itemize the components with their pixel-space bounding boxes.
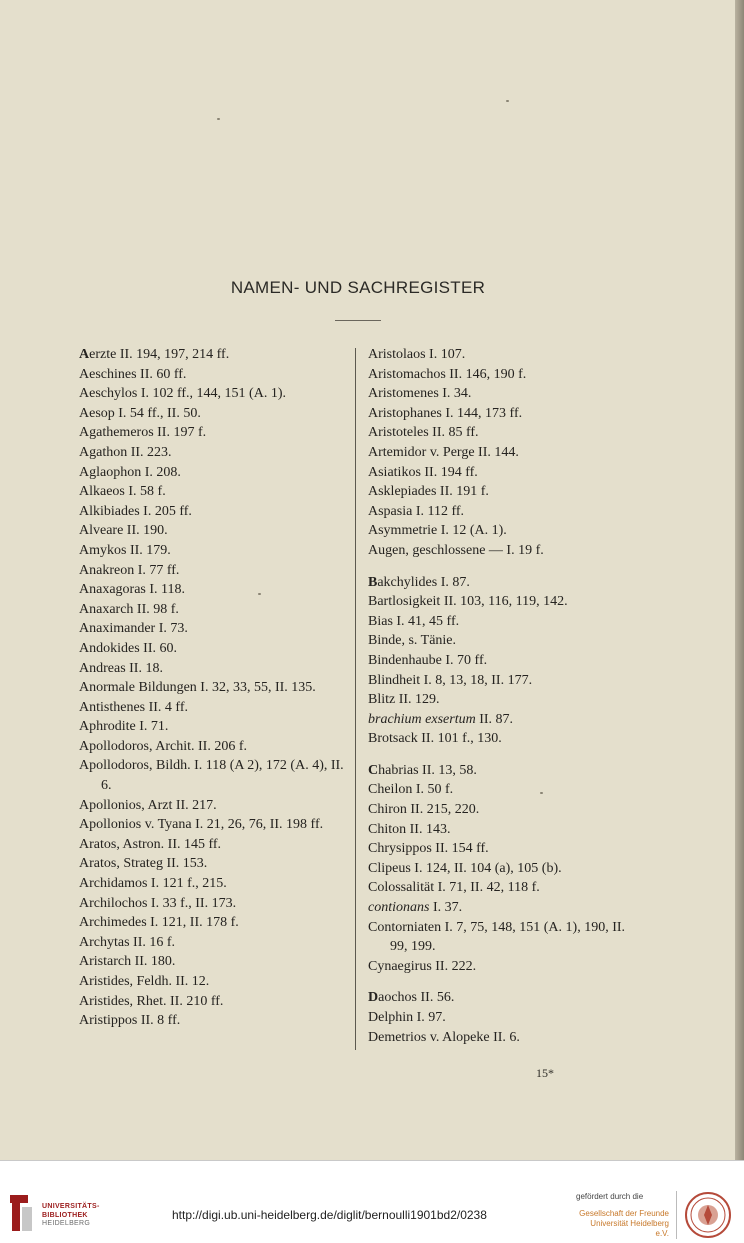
entry-text: Aristomenes I. 34.	[368, 386, 472, 402]
entry-text: Aristides, Feldh. II. 12.	[79, 974, 210, 989]
title-rule	[335, 320, 381, 321]
index-entry	[79, 639, 347, 659]
library-name-line3: HEIDELBERG	[42, 1220, 91, 1227]
entry-text: Anaxagoras I. 118.	[79, 582, 186, 598]
entry-text: Cynaegirus II. 222.	[368, 958, 477, 974]
entry-text: Alkibiades I. 205 ff.	[79, 503, 192, 519]
index-entry	[79, 913, 347, 933]
sponsor-name	[576, 1209, 669, 1239]
entry-text: Aristippos II. 8 ff.	[79, 1013, 181, 1029]
entry-text: Contorniaten I. 7, 75, 148, 151 (A. 1), 190, II. 99, 199.	[368, 919, 626, 955]
index-entry	[368, 710, 636, 730]
entry-text: Anaxarch II. 98 f.	[79, 601, 179, 617]
entry-text: Aristides, Rhet. II. 210 ff.	[79, 993, 224, 1009]
index-entry	[368, 651, 636, 671]
sponsor-label: gefördert durch die	[576, 1192, 644, 1201]
index-entry	[368, 839, 636, 859]
index-entry	[79, 952, 347, 972]
index-entry	[79, 443, 347, 463]
entry-text: Brotsack II. 101 f., 130.	[368, 731, 502, 747]
index-entry	[79, 619, 347, 639]
index-entry	[368, 384, 636, 404]
entry-text: Asklepiades II. 191 f.	[368, 484, 489, 500]
index-column-left	[79, 345, 347, 1031]
index-entry	[79, 659, 347, 679]
entry-text: Aspasia I. 112 ff.	[368, 503, 465, 519]
index-entry	[368, 957, 636, 977]
entry-text: Aristoteles II. 85 ff.	[368, 425, 479, 441]
index-entry	[79, 561, 347, 581]
entry-text: Chiton II. 143.	[368, 821, 451, 837]
index-entry	[79, 835, 347, 855]
letter-initial: D	[368, 990, 379, 1006]
index-entry	[368, 820, 636, 840]
index-entry	[368, 502, 636, 522]
entry-text: I. 37.	[429, 900, 463, 916]
entry-italic-term: contionans	[368, 900, 430, 916]
entry-text: II. 87.	[475, 711, 514, 727]
entry-text: Anormale Bildungen I. 32, 33, 55, II. 135.	[79, 680, 316, 696]
entry-text: Aglaophon I. 208.	[79, 464, 181, 480]
index-entry	[79, 502, 347, 522]
index-entry	[368, 592, 636, 612]
page-edge	[735, 0, 744, 1160]
index-entry	[368, 690, 636, 710]
entry-text: Andreas II. 18.	[79, 660, 163, 676]
index-entry	[368, 800, 636, 820]
entry-text: Aeschines II. 60 ff.	[79, 366, 187, 382]
index-entry	[79, 384, 347, 404]
entry-text: Bartlosigkeit II. 103, 116, 119, 142.	[368, 594, 568, 610]
sponsor-name-line1: Gesellschaft der Freunde	[579, 1209, 669, 1218]
entry-text: aochos II. 56.	[378, 990, 455, 1006]
university-library-logo-icon	[6, 1193, 34, 1233]
index-entry	[79, 404, 347, 424]
entry-text: Apollodoros, Bildh. I. 118 (A 2), 172 (A. 4), II. 6.	[79, 758, 344, 794]
speck	[217, 118, 220, 120]
index-entry	[368, 345, 636, 365]
entry-text: Anaximander I. 73.	[79, 621, 188, 637]
index-entry	[368, 859, 636, 879]
entry-text: Archytas II. 16 f.	[79, 934, 176, 950]
entry-text: Blitz II. 129.	[368, 692, 440, 708]
entry-text: Aeschylos I. 102 ff., 144, 151 (A. 1).	[79, 386, 286, 402]
index-entry	[368, 671, 636, 691]
index-entry	[368, 729, 636, 749]
entry-text: Asymmetrie I. 12 (A. 1).	[368, 523, 507, 539]
index-entry	[79, 854, 347, 874]
index-entry	[368, 541, 636, 561]
index-entry	[79, 521, 347, 541]
entry-text: Amykos II. 179.	[79, 542, 171, 558]
index-entry	[79, 756, 347, 795]
entry-text: Aratos, Astron. II. 145 ff.	[79, 836, 222, 852]
entry-text: Aristomachos II. 146, 190 f.	[368, 366, 527, 382]
index-entry	[368, 761, 636, 781]
index-entry	[368, 423, 636, 443]
index-entry	[368, 780, 636, 800]
entry-text: Apollonios v. Tyana I. 21, 26, 76, II. 198 ff.	[79, 817, 324, 833]
index-entry	[368, 482, 636, 502]
index-entry	[79, 482, 347, 502]
index-entry	[368, 365, 636, 385]
library-name-line2: BIBLIOTHEK	[42, 1211, 88, 1219]
index-entry	[368, 1008, 636, 1028]
footer-divider	[676, 1191, 677, 1239]
index-entry	[79, 678, 347, 698]
index-entry	[79, 580, 347, 600]
speck	[506, 100, 509, 102]
entry-text: Augen, geschlossene — I. 19 f.	[368, 542, 544, 558]
entry-text: Agathon II. 223.	[79, 444, 172, 460]
index-entry	[79, 815, 347, 835]
entry-text: Archimedes I. 121, II. 178 f.	[79, 915, 239, 931]
entry-text: Delphin I. 97.	[368, 1010, 446, 1025]
index-entry	[79, 600, 347, 620]
index-entry	[368, 612, 636, 632]
index-entry	[368, 521, 636, 541]
index-entry	[368, 443, 636, 463]
entry-text: Aristophanes I. 144, 173 ff.	[368, 405, 523, 421]
entry-text: Blindheit I. 8, 13, 18, II. 177.	[368, 672, 533, 688]
sponsor-name-line2: Universität Heidelberg e.V.	[590, 1219, 669, 1238]
entry-text: Apollodoros, Archit. II. 206 f.	[79, 738, 247, 754]
entry-text: Asiatikos II. 194 ff.	[368, 464, 478, 480]
entry-text: Alveare II. 190.	[79, 523, 168, 539]
column-divider	[355, 348, 356, 1050]
entry-text: Clipeus I. 124, II. 104 (a), 105 (b).	[368, 860, 562, 876]
index-entry	[368, 1028, 636, 1048]
entry-text: Aesop I. 54 ff., II. 50.	[79, 405, 201, 421]
entry-text: Binde, s. Tänie.	[368, 633, 457, 649]
entry-text: Anakreon I. 77 ff.	[79, 562, 180, 578]
permalink-url[interactable]: http://digi.ub.uni-heidelberg.de/diglit/bernoulli1901bd2/0238	[172, 1208, 487, 1222]
university-seal-icon	[684, 1191, 732, 1239]
index-entry	[79, 933, 347, 953]
entry-text: Bindenhaube I. 70 ff.	[368, 652, 488, 668]
page-title: NAMEN- UND SACHREGISTER	[230, 278, 486, 297]
entry-text: Colossalität I. 71, II. 42, 118 f.	[368, 880, 540, 896]
index-entry	[79, 541, 347, 561]
library-name	[42, 1203, 100, 1229]
index-entry	[79, 1011, 347, 1031]
letter-initial: B	[368, 574, 378, 590]
entry-text: Aristolaos I. 107.	[368, 347, 466, 362]
index-column-right	[368, 345, 636, 1047]
index-entry	[79, 463, 347, 483]
library-name-line1: UNIVERSITÄTS-	[42, 1203, 100, 1210]
index-entry	[368, 898, 636, 918]
index-entry	[79, 345, 347, 365]
footer-bar	[0, 1160, 744, 1243]
index-entry	[368, 631, 636, 651]
index-entry	[368, 988, 636, 1008]
entry-text: Aphrodite I. 71.	[79, 719, 169, 735]
index-entry	[368, 573, 636, 593]
entry-text: Agathemeros II. 197 f.	[79, 425, 207, 441]
index-entry	[79, 992, 347, 1012]
index-entry	[79, 972, 347, 992]
letter-initial: C	[368, 762, 379, 778]
entry-text: Archilochos I. 33 f., II. 173.	[79, 895, 237, 911]
index-entry	[79, 698, 347, 718]
entry-text: Archidamos I. 121 f., 215.	[79, 876, 227, 892]
index-entry	[79, 796, 347, 816]
page-number: 15*	[536, 1066, 554, 1080]
index-entry	[368, 404, 636, 424]
entry-text: Alkaeos I. 58 f.	[79, 484, 166, 500]
index-entry	[79, 894, 347, 914]
entry-text: Apollonios, Arzt II. 217.	[79, 797, 217, 813]
index-entry	[79, 737, 347, 757]
entry-text: Aratos, Strateg II. 153.	[79, 856, 208, 872]
entry-text: erzte II. 194, 197, 214 ff.	[89, 347, 230, 362]
entry-text: Antisthenes II. 4 ff.	[79, 699, 188, 715]
index-entry	[79, 717, 347, 737]
entry-text: Cheilon I. 50 f.	[368, 782, 454, 798]
entry-text: Artemidor v. Perge II. 144.	[368, 444, 519, 460]
entry-text: Bias I. 41, 45 ff.	[368, 613, 460, 629]
entry-text: Aristarch II. 180.	[79, 954, 176, 970]
entry-text: Demetrios v. Alopeke II. 6.	[368, 1029, 520, 1045]
index-entry	[368, 463, 636, 483]
entry-text: Andokides II. 60.	[79, 640, 177, 656]
index-entry	[368, 878, 636, 898]
entry-text: Chiron II. 215, 220.	[368, 802, 480, 818]
entry-text: akchylides I. 87.	[377, 574, 470, 590]
entry-italic-term: brachium exsertum	[368, 711, 476, 727]
entry-text: Chrysippos II. 154 ff.	[368, 841, 489, 857]
index-entry	[368, 918, 636, 957]
letter-initial: A	[79, 347, 90, 362]
index-entry	[79, 423, 347, 443]
index-entry	[79, 874, 347, 894]
entry-text: habrias II. 13, 58.	[378, 762, 477, 778]
index-entry	[79, 365, 347, 385]
